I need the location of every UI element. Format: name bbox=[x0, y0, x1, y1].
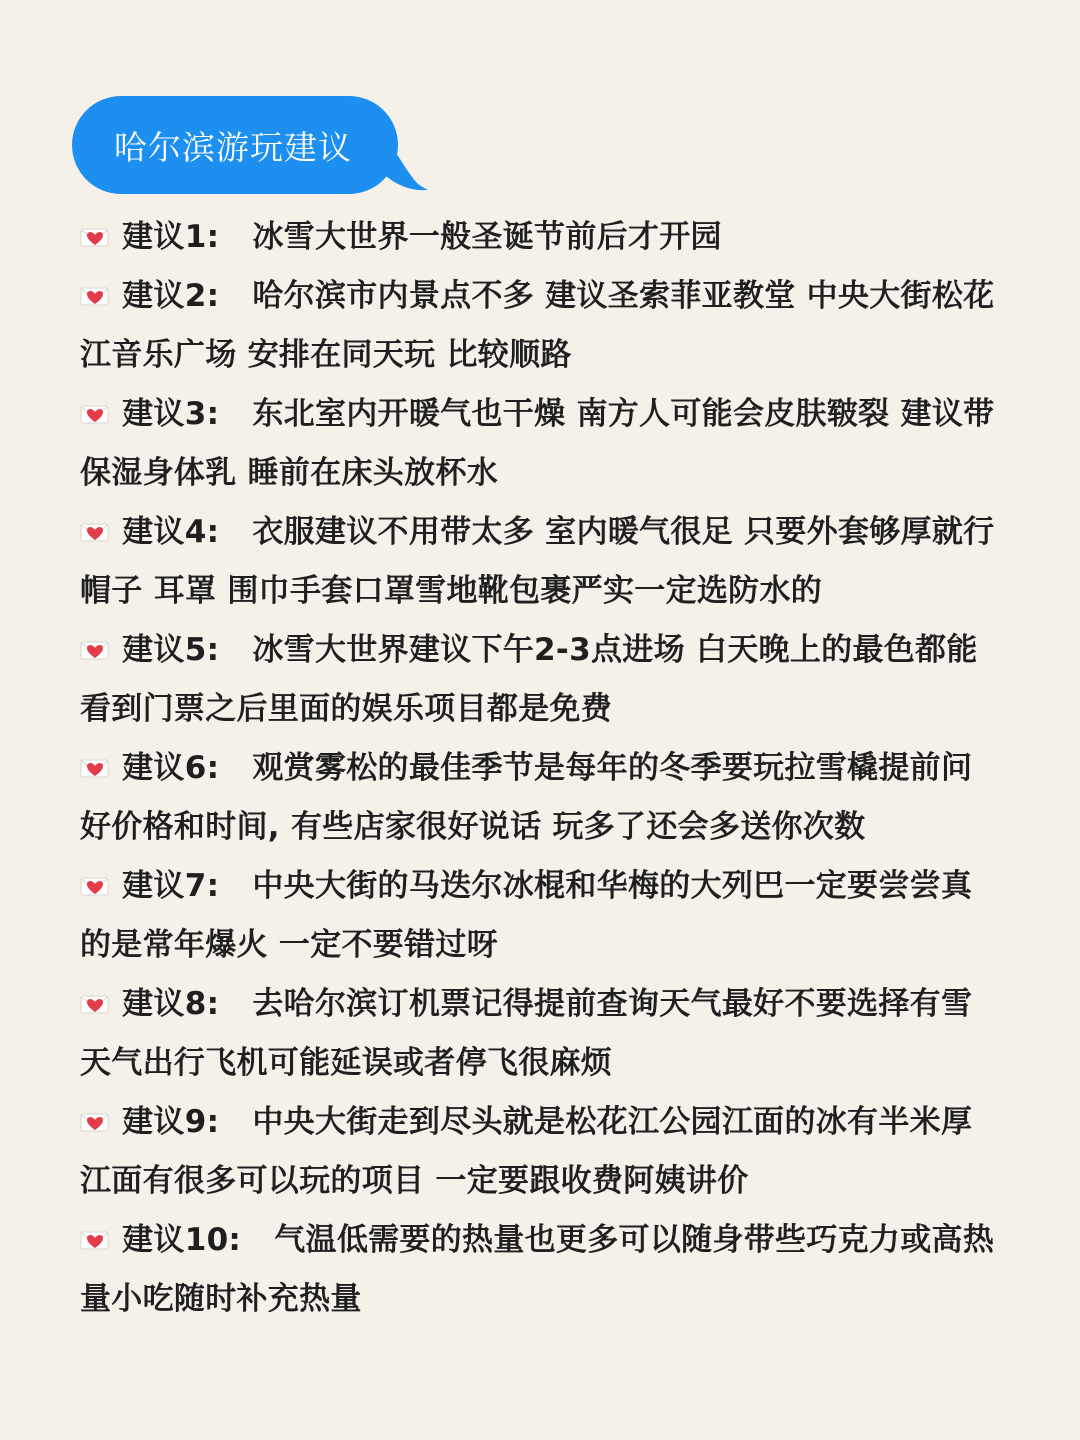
heart-envelope-icon bbox=[80, 638, 109, 662]
tip-label: 建议9: bbox=[122, 1104, 220, 1140]
heart-envelope-icon bbox=[80, 756, 109, 780]
tip-label: 建议8: bbox=[122, 986, 220, 1022]
heart-envelope-icon bbox=[80, 402, 109, 426]
tip-item bbox=[80, 385, 1000, 503]
tip-label: 建议4: bbox=[122, 514, 220, 550]
tip-text: 中央大街的马迭尔冰棍和华梅的大列巴一定要尝尝真的是常年爆火 一定不要错过呀 bbox=[80, 868, 973, 963]
tip-item bbox=[80, 503, 1000, 621]
tips-list bbox=[80, 208, 1000, 1329]
tip-text: 衣服建议不用带太多 室内暖气很足 只要外套够厚就行帽子 耳罩 围巾手套口罩雪地靴包裹严实一定选防水的 bbox=[80, 514, 995, 609]
heart-envelope-icon bbox=[80, 992, 109, 1016]
tip-label: 建议10: bbox=[122, 1222, 242, 1258]
tip-item bbox=[80, 267, 1000, 385]
tip-label: 建议6: bbox=[122, 750, 220, 786]
tip-label: 建议2: bbox=[122, 278, 220, 314]
tip-item bbox=[80, 857, 1000, 975]
tip-text: 冰雪大世界一般圣诞节前后才开园 bbox=[252, 219, 722, 255]
tip-item bbox=[80, 1093, 1000, 1211]
tip-label: 建议1: bbox=[122, 219, 220, 255]
tip-text: 去哈尔滨订机票记得提前查询天气最好不要选择有雪天气出行飞机可能延误或者停飞很麻烦 bbox=[80, 986, 973, 1081]
tip-item bbox=[80, 621, 1000, 739]
page-title: 哈尔滨游玩建议 bbox=[114, 127, 352, 167]
tip-item bbox=[80, 1211, 1000, 1329]
tip-text: 东北室内开暖气也干燥 南方人可能会皮肤皲裂 建议带保湿身体乳 睡前在床头放杯水 bbox=[80, 396, 995, 491]
title-bubble bbox=[72, 96, 417, 200]
heart-envelope-icon bbox=[80, 284, 109, 308]
tip-text: 冰雪大世界建议下午2-3点进场 白天晚上的最色都能看到门票之后里面的娱乐项目都是免费 bbox=[80, 632, 978, 727]
heart-envelope-icon bbox=[80, 1110, 109, 1134]
tip-text: 气温低需要的热量也更多可以随身带些巧克力或高热量小吃随时补充热量 bbox=[80, 1222, 995, 1317]
tip-item bbox=[80, 739, 1000, 857]
tip-text: 哈尔滨市内景点不多 建议圣索菲亚教堂 中央大街松花江音乐广场 安排在同天玩 比较顺路 bbox=[80, 278, 995, 373]
tip-item bbox=[80, 975, 1000, 1093]
heart-envelope-icon bbox=[80, 225, 109, 249]
tip-label: 建议3: bbox=[122, 396, 220, 432]
bubble-tail-icon bbox=[372, 126, 428, 190]
tip-text: 中央大街走到尽头就是松花江公园江面的冰有半米厚江面有很多可以玩的项目 一定要跟收费阿姨讲价 bbox=[80, 1104, 973, 1199]
title-bubble-body bbox=[72, 96, 398, 194]
heart-envelope-icon bbox=[80, 1228, 109, 1252]
tip-item bbox=[80, 208, 1000, 267]
tip-label: 建议7: bbox=[122, 868, 220, 904]
tip-text: 观赏雾松的最佳季节是每年的冬季要玩拉雪橇提前问好价格和时间, 有些店家很好说话 玩多了还会多送你次数 bbox=[80, 750, 973, 845]
heart-envelope-icon bbox=[80, 874, 109, 898]
tip-label: 建议5: bbox=[122, 632, 220, 668]
heart-envelope-icon bbox=[80, 520, 109, 544]
